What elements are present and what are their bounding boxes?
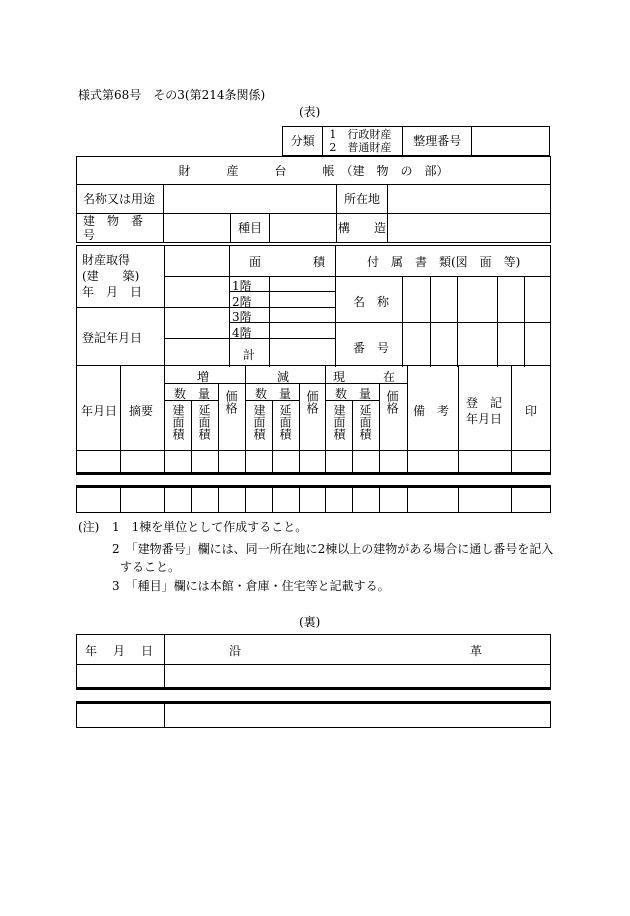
divider — [164, 383, 407, 384]
bunrui-label: 分類 — [283, 127, 323, 156]
meisho-label: 名称又は用途 — [77, 185, 164, 214]
shutoku-label — [82, 252, 142, 300]
seiri-label: 整理番号 — [403, 127, 472, 156]
area-section — [76, 245, 551, 366]
thick-rule — [76, 687, 551, 690]
divider — [218, 383, 219, 474]
divider — [379, 383, 380, 474]
in-label: 印 — [525, 404, 538, 418]
divider — [191, 400, 192, 474]
fuzoku-label: 付 属 書 類(図 面 等) — [367, 255, 521, 269]
zai-label: 在 — [383, 370, 396, 384]
shumoku-value[interactable] — [270, 214, 337, 243]
nobemenseki-2: 延面積 — [278, 404, 292, 440]
seiri-value[interactable] — [472, 127, 550, 156]
gen-label: 減 — [277, 370, 290, 384]
shutoku-line2: (建 築) — [82, 269, 140, 283]
floor-4: 4階 — [232, 326, 252, 340]
divider — [402, 276, 403, 367]
option-futsu: 2 普通財産 — [329, 141, 392, 154]
divider — [335, 322, 550, 323]
divider — [335, 276, 550, 277]
kozo-label: 構 造 — [337, 214, 388, 243]
toki-label: 登記年月日 — [82, 331, 143, 345]
nobemenseki-1: 延面積 — [197, 404, 211, 440]
back-label: (裏) — [299, 615, 321, 629]
tatemenseki-1: 建面積 — [171, 404, 185, 440]
shumoku-label: 種目 — [231, 214, 270, 243]
floor-3: 3階 — [232, 310, 252, 324]
history-date-label: 年 月 日 — [85, 644, 156, 658]
divider — [430, 276, 431, 367]
nengappi-label: 年月日 — [81, 404, 118, 418]
divider — [164, 635, 165, 689]
register-title: 財 産 台 帳 （建 物 の 部） — [77, 157, 551, 185]
register-table — [76, 156, 551, 243]
note-3: 3 「種目」欄には本館・倉庫・住宅等と記載する。 — [112, 579, 390, 593]
toki-label-bottom: 年月日 — [466, 412, 503, 426]
divider — [269, 276, 270, 367]
tatemenseki-3: 建面積 — [332, 404, 346, 440]
meisho2-label: 名 称 — [353, 295, 390, 309]
continuation-row[interactable] — [76, 488, 551, 513]
kakaku-1: 価格 — [224, 390, 238, 414]
kakaku-3: 価格 — [385, 390, 399, 414]
divider — [497, 276, 498, 367]
divider — [458, 366, 459, 474]
kozo-value[interactable] — [388, 214, 551, 243]
suryo-label-3: 数 量 — [335, 387, 372, 401]
divider — [229, 291, 335, 292]
tatemenseki-2: 建面積 — [252, 404, 266, 440]
zo-label: 増 — [197, 370, 210, 384]
suryo-label-1: 数 量 — [174, 387, 211, 401]
divider — [77, 307, 165, 308]
divider — [164, 276, 229, 277]
shutoku-line1: 財産取得 — [82, 253, 131, 267]
divider — [352, 400, 353, 474]
change-table — [76, 366, 551, 474]
bango2-label: 番 号 — [353, 341, 390, 355]
classification-options — [323, 127, 403, 156]
shutoku-line3: 年 月 日 — [82, 285, 143, 299]
option-gyosei: 1 行政財産 — [329, 128, 392, 141]
divider — [77, 664, 550, 665]
divider — [335, 246, 336, 367]
floor-1: 1階 — [232, 279, 252, 293]
thick-rule — [76, 472, 551, 475]
divider — [77, 450, 550, 451]
divider — [229, 322, 335, 323]
classification-box — [282, 126, 550, 156]
divider — [407, 366, 408, 474]
shozaichi-label: 所在地 — [337, 185, 388, 214]
toki-label-top: 登 記 — [466, 396, 503, 410]
bango-label: 建 物 番 号 — [77, 214, 164, 243]
nobemenseki-3: 延面積 — [358, 404, 372, 440]
meisho-value[interactable] — [164, 185, 337, 214]
menseki-label: 面 積 — [249, 255, 330, 269]
divider — [524, 276, 525, 367]
divider — [511, 366, 512, 474]
divider — [120, 366, 121, 474]
history-table — [76, 634, 551, 688]
divider — [229, 338, 335, 339]
divider — [325, 366, 326, 474]
notes-head: (注) — [78, 520, 100, 534]
biko-label: 備 考 — [413, 404, 450, 418]
history-en-label: 沿 — [229, 644, 242, 658]
divider — [164, 307, 229, 308]
shozaichi-value[interactable] — [388, 185, 551, 214]
divider — [299, 383, 300, 474]
gen2-label: 現 — [333, 370, 346, 384]
divider — [457, 276, 458, 367]
kakaku-2: 価格 — [305, 390, 319, 414]
history-continuation-row[interactable] — [76, 704, 551, 728]
history-kaku-label: 革 — [470, 644, 483, 658]
bango-value[interactable] — [164, 214, 231, 243]
form-title: 様式第68号 その3(第214条関係) — [78, 88, 266, 102]
note-2a: 2 「建物番号」欄には、同一所在地に2棟以上の建物がある場合に通し番号を記入 — [112, 542, 554, 556]
divider — [164, 338, 229, 339]
tekiyo-label: 摘要 — [129, 404, 154, 418]
note-2b: すること。 — [120, 560, 181, 574]
divider — [272, 400, 273, 474]
floor-total: 計 — [243, 348, 256, 362]
suryo-label-2: 数 量 — [255, 387, 292, 401]
front-label: (表) — [299, 105, 321, 119]
floor-2: 2階 — [232, 295, 252, 309]
note-1: 1 1棟を単位として作成すること。 — [112, 520, 308, 534]
divider — [245, 366, 246, 474]
